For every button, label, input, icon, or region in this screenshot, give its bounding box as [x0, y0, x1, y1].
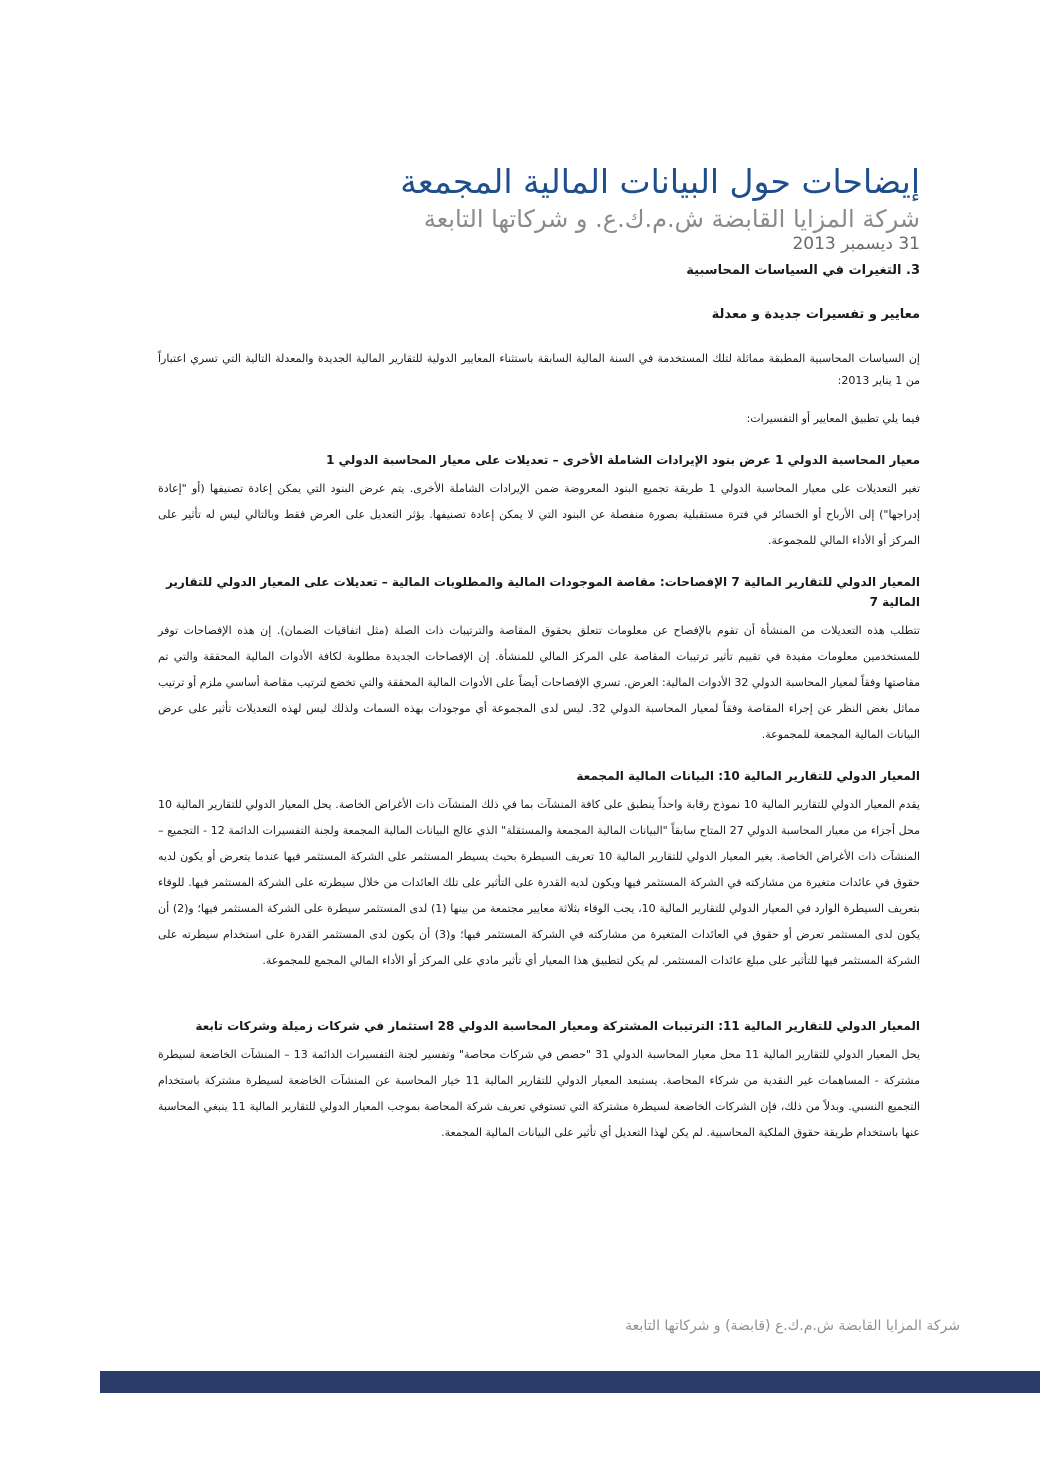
standard-body: يحل المعيار الدولي للتقارير المالية 11 محل معيار المحاسبة الدولي 31 "حصص في شركات محاصة" وتفسير لجنة التفسيرات الدائمة 13 – المنشآت الخاضعة لسيطرة مشتركة - المساهمات غير النقدية من شركاء المحاصة. يستبعد المعيار الدولي للتقارير المالية 11 خيار المحاسبة عن المنشآت الخاضعة لسيطرة مشتركة باستخدام التجميع النسبي. وبدلاً من ذلك، فإن الشركات الخاضعة لسيطرة مشتركة التي تستوفي تعريف شركة المحاصة بموجب المعيار الدولي للتقارير المالية 11 ينبغي المحاسبة عنها باستخدام طريقة حقوق الملكية المحاسبية. لم يكن لهذا التعديل أي تأثير على البيانات المالية المجمعة. — [158, 1048, 921, 1139]
intro-paragraph: إن السياسات المحاسبية المطبقة مماثلة لتلك المستخدمة في السنة المالية السابقة باستثناء المعايير الدولية للتقارير المالية الجديدة والمعدلة التالية التي تسري اعتباراً من 1 يناير 2013: — [158, 352, 920, 387]
spacer — [158, 992, 920, 1016]
standard-title: المعيار الدولي للتقارير المالية 11: الترتيبات المشتركة ومعيار المحاسبة الدولي 28 استثمار في شركات زميلة وشركات تابعة — [195, 1019, 920, 1033]
company-name: شركة المزايا القابضة ش.م.ك.ع. و شركاتها التابعة — [423, 205, 920, 233]
standard-block — [158, 766, 920, 974]
standard-block — [158, 572, 920, 748]
standard-block — [158, 450, 920, 554]
standard-body: تتطلب هذه التعديلات من المنشأة أن تقوم بالإفصاح عن معلومات تتعلق بحقوق المقاصة والترتيبات ذات الصلة (مثل اتفاقيات الضمان). إن هذه الإفصاحات توفر للمستخدمين معلومات مفيدة في تقييم تأثير ترتيبات المقاصة على المركز المالي للمنشأة. إن الإفصاحات الجديدة مطلوبة لكافة الأدوات المالية المحققة والتي تم مقاصتها وفقاً لمعيار المحاسبة الدولي 32 الأدوات المالية: العرض. تسري الإفصاحات أيضاً على الأدوات المالية المحققة والتي تخضع لترتيب مقاصة أساسي ملزم أو ترتيب مماثل بغض النظر عن إجراء المقاصة وفقاً لمعيار المحاسبة الدولي 32. ليس لدى المجموعة أي موجودات بهذه السمات ولذلك ليس لهذه التعديلات تأثير على عرض البيانات المالية المجمعة للمجموعة. — [158, 624, 921, 741]
standard-title: المعيار الدولي للتقارير المالية 10: البيانات المالية المجمعة — [576, 769, 920, 783]
lead-paragraph: فيما يلي تطبيق المعايير أو التفسيرات: — [746, 412, 920, 425]
standard-title: معيار المحاسبة الدولي 1 عرض بنود الإيرادات الشاملة الأخرى – تعديلات على معيار المحاسبة الدولي 1 — [326, 453, 920, 467]
footer-bar — [100, 1371, 1040, 1393]
section-heading: 3. التغيرات في السياسات المحاسبية — [686, 263, 920, 278]
standard-body: يقدم المعيار الدولي للتقارير المالية 10 نموذج رقابة واحداً ينطبق على كافة المنشآت بما في ذلك المنشآت ذات الأغراض الخاصة. يحل المعيار الدولي للتقارير المالية 10 محل أجزاء من معيار المحاسبة الدولي 27 المتاح سابقاً "البيانات المالية المجمعة والمستقلة" الذي عالج البيانات المالية المجمعة ولجنة التفسيرات الدائمة 12 - التجميع – المنشآت ذات الأغراض الخاصة. يغير المعيار الدولي للتقارير المالية 10 تعريف السيطرة بحيث يسيطر المستثمر على الشركة المستثمر فيها عندما يتعرض أو يكون لديه حقوق في عائدات متغيرة من مشاركته في الشركة المستثمر فيها ويكون لديه القدرة على التأثير على تلك العائدات من خلال سيطرته على الشركة المستثمر فيها. للوفاء بتعريف السيطرة الوارد في المعيار الدولي للتقارير المالية 10، يجب الوفاء بثلاثة معايير مجتمعة من بينها (1) لدى المستثمر سيطرة على الشركة المستثمر فيها؛ و(2) أن يكون لدى المستثمر تعرض أو حقوق في العائدات المتغيرة من مشاركته في الشركة المستثمر فيها؛ و(3) أن يكون لدى المستثمر القدرة على استخدام سيطرته على الشركة المستثمر فيها للتأثير على مبلغ عائدات المستثمر. لم يكن لتطبيق هذا المعيار أي تأثير مادي على المركز أو الأداء المالي المجمع للمجموعة. — [158, 798, 921, 967]
standard-block — [158, 1016, 920, 1146]
section-subheading: معايير و تفسيرات جديدة و معدلة — [711, 307, 920, 322]
main-content — [158, 262, 920, 1164]
page-header — [160, 160, 920, 254]
page-title: إيضاحات حول البيانات المالية المجمعة — [400, 162, 920, 201]
report-date: 31 ديسمبر 2013 — [792, 234, 920, 254]
standard-body: تغير التعديلات على معيار المحاسبة الدولي 1 طريقة تجميع البنود المعروضة ضمن الإيرادات الشاملة الأخرى. يتم عرض البنود التي يمكن إعادة تصنيفها (أو "إعادة إدراجها") إلى الأرباح أو الخسائر في فترة مستقبلية بصورة منفصلة عن البنود التي لا يمكن إعادة تصنيفها. يؤثر التعديل على العرض فقط وبالتالي ليس له تأثير على المركز أو الأداء المالي للمجموعة. — [158, 482, 921, 547]
footer-company-name: شركة المزايا القابضة ش.م.ك.ع (قابضة) و شركاتها التابعة — [625, 1318, 960, 1334]
standard-title: المعيار الدولي للتقارير المالية 7 الإفصاحات: مقاصة الموجودات المالية والمطلوبات المالية – تعديلات على المعيار الدولي للتقارير المالية 7 — [165, 575, 920, 609]
